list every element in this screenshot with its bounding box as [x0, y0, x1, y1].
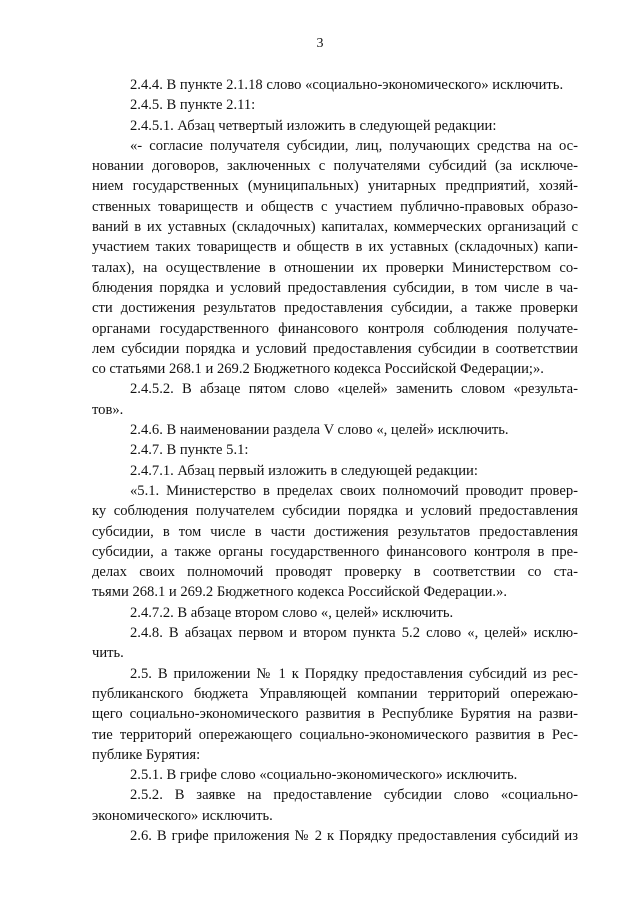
text-line: 2.4.7.1. Абзац первый изложить в следующей редакции: [130, 462, 478, 479]
document-body [92, 75, 578, 846]
text-line: тьями 268.1 и 269.2 Бюджетного кодекса Российской Федерации.». [92, 584, 507, 601]
text-line: 2.4.7.2. В абзаце втором слово «, целей» исключить. [130, 604, 454, 621]
text-line: 2.4.6. В наименовании раздела V слово «, целей» исключить. [130, 422, 509, 439]
text-line: лем субсидии порядка и условий предоставления субсидии в соответствии [92, 340, 578, 357]
text-line: делах своих полномочий проводят проверку в соответствии со ста- [92, 564, 578, 581]
text-line: сти достижения результатов предоставления субсидии, а также проверки [92, 300, 578, 317]
text-line: субсидии, в том числе в части достижения результатов предоставления [92, 523, 578, 540]
text-line: «- согласие получателя субсидии, лиц, получающих средства на ос- [130, 137, 578, 154]
text-line: новании договоров, заключенных с получателями субсидий (за исключе- [92, 158, 578, 175]
text-line: 2.4.5.2. В абзаце пятом слово «целей» заменить словом «результа- [130, 381, 578, 398]
text-line: 2.5. В приложении № 1 к Порядку предоставления субсидий из рес- [130, 665, 578, 682]
text-line: тие территорий опережающего социально-экономического развития в Рес- [92, 726, 578, 743]
text-line: со статьями 268.1 и 269.2 Бюджетного кодекса Российской Федерации;». [92, 361, 544, 378]
text-line: 2.4.7. В пункте 5.1: [130, 442, 249, 459]
text-line: 2.5.2. В заявке на предоставление субсидии слово «социально- [130, 787, 578, 804]
text-line: 2.6. В грифе приложения № 2 к Порядку предоставления субсидий из [130, 827, 578, 844]
text-line: 2.4.5. В пункте 2.11: [130, 97, 256, 114]
text-line: 2.4.8. В абзацах первом и втором пункта 5.2 слово «, целей» исклю- [130, 625, 578, 642]
text-line: щего социально-экономического развития в Республике Бурятия на разви- [92, 706, 578, 723]
text-line: нием государственных (муниципальных) унитарных предприятий, хозяй- [92, 178, 578, 195]
text-line: публиканского бюджета Управляющей компании территорий опережаю- [92, 685, 578, 702]
text-line: «5.1. Министерство в пределах своих полномочий проводит провер- [130, 482, 578, 499]
text-line: тов». [92, 401, 124, 418]
text-line: публике Бурятия: [92, 746, 201, 763]
text-line: чить. [92, 645, 124, 662]
text-line: участием таких товариществ и обществ в их уставных (складочных) капи- [92, 239, 578, 256]
text-line: 2.4.4. В пункте 2.1.18 слово «социально-экономического» исключить. [130, 77, 564, 93]
text-line: экономического» исключить. [92, 807, 273, 824]
text-line: органами государственного финансового контроля соблюдения получате- [92, 320, 578, 337]
text-line: субсидии, а также органы государственного финансового контроля в пре- [92, 543, 578, 560]
text-line: 2.4.5.1. Абзац четвертый изложить в следующей редакции: [130, 117, 497, 134]
page-number: 3 [316, 36, 324, 51]
text-line: 2.5.1. В грифе слово «социально-экономического» исключить. [130, 767, 518, 784]
text-line: ку соблюдения получателем субсидии порядка и условий предоставления [92, 503, 578, 520]
text-line: талах), на осуществление в отношении их проверки Министерством со- [92, 259, 578, 276]
text-line: ственных товариществ и обществ с участием публично-правовых образо- [92, 198, 578, 215]
text-line: блюдения порядка и условий предоставления субсидии, в том числе в ча- [92, 279, 578, 296]
text-line: ваний в их уставных (складочных) капиталах, коммерческих организаций с [92, 219, 578, 236]
